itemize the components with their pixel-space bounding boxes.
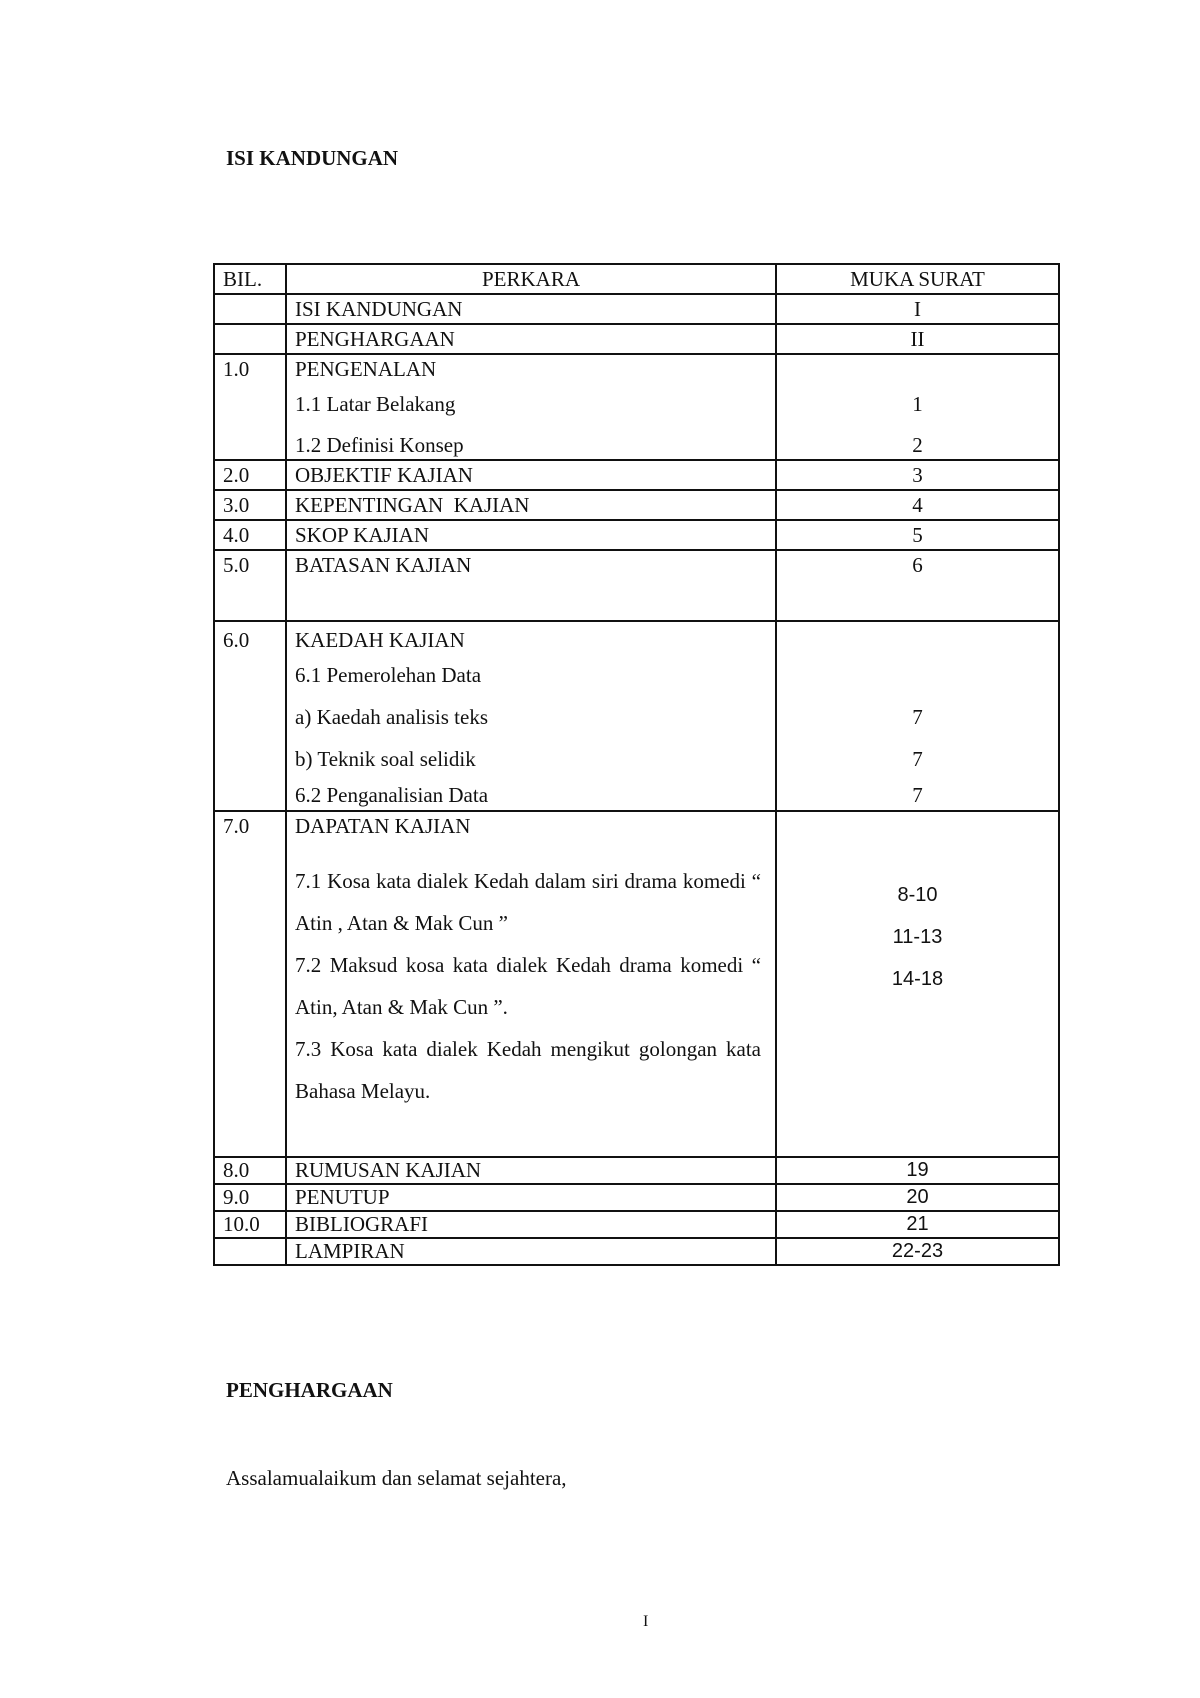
row-bil bbox=[214, 324, 286, 354]
table-row bbox=[214, 520, 1059, 550]
row-bil: 8.0 bbox=[214, 1157, 286, 1184]
row-subitem: 6.1 Pemerolehan Data bbox=[295, 663, 482, 687]
row-bil: 2.0 bbox=[214, 460, 286, 490]
row-page: 7 bbox=[912, 747, 923, 771]
row-perkara: SKOP KAJIAN bbox=[286, 520, 776, 550]
row-page: 8-10 bbox=[897, 884, 938, 906]
row-perkara: BIBLIOGRAFI bbox=[286, 1211, 776, 1238]
table-row bbox=[214, 324, 1059, 354]
row-bil: 9.0 bbox=[214, 1184, 286, 1211]
row-page: 14-18 bbox=[891, 968, 944, 990]
row-perkara: PENUTUP bbox=[286, 1184, 776, 1211]
header-muka-surat: MUKA SURAT bbox=[776, 264, 1059, 294]
row-page: 11-13 bbox=[892, 926, 943, 948]
row-page: I bbox=[776, 294, 1059, 324]
table-row bbox=[214, 354, 1059, 460]
table-row bbox=[214, 1157, 1059, 1184]
row-bil: 10.0 bbox=[214, 1211, 286, 1238]
row-page-group bbox=[776, 621, 1059, 811]
table-row bbox=[214, 294, 1059, 324]
row-page-group bbox=[776, 354, 1059, 460]
row-page: 3 bbox=[776, 460, 1059, 490]
toc-table bbox=[213, 263, 1060, 1266]
row-page: 21 bbox=[776, 1211, 1059, 1238]
toc-heading: ISI KANDUNGAN bbox=[226, 146, 399, 170]
row-subitem: b) Teknik soal selidik bbox=[295, 747, 476, 771]
row-subitem: 7.3 Kosa kata dialek Kedah mengikut golongan kata Bahasa Melayu. bbox=[295, 1037, 761, 1103]
row-subitem: 7.2 Maksud kosa kata dialek Kedah drama komedi “ Atin, Atan & Mak Cun ”. bbox=[295, 953, 761, 1019]
row-perkara-group bbox=[286, 621, 776, 811]
table-row bbox=[214, 490, 1059, 520]
row-page: 5 bbox=[776, 520, 1059, 550]
row-page: 6 bbox=[776, 550, 1059, 621]
row-perkara: RUMUSAN KAJIAN bbox=[286, 1157, 776, 1184]
row-page: 7 bbox=[912, 783, 923, 807]
table-row bbox=[214, 460, 1059, 490]
row-bil: 3.0 bbox=[214, 490, 286, 520]
row-bil bbox=[214, 294, 286, 324]
row-page: 2 bbox=[912, 433, 923, 457]
header-bil: BIL. bbox=[214, 264, 286, 294]
row-subitem: 6.2 Penganalisian Data bbox=[295, 783, 489, 807]
row-perkara-group bbox=[286, 811, 776, 1157]
table-row bbox=[214, 1211, 1059, 1238]
row-perkara: PENGENALAN bbox=[295, 357, 437, 381]
table-header-row bbox=[214, 264, 1059, 294]
row-page: 20 bbox=[776, 1184, 1059, 1211]
row-perkara: KAEDAH KAJIAN bbox=[295, 628, 465, 652]
row-page: 1 bbox=[912, 392, 923, 416]
acknowledgement-greeting: Assalamualaikum dan selamat sejahtera, bbox=[226, 1466, 567, 1490]
row-perkara: PENGHARGAAN bbox=[286, 324, 776, 354]
row-bil: 6.0 bbox=[214, 621, 286, 811]
row-page: 7 bbox=[912, 705, 923, 729]
row-perkara: OBJEKTIF KAJIAN bbox=[286, 460, 776, 490]
row-bil: 1.0 bbox=[214, 354, 286, 460]
row-subitem: a) Kaedah analisis teks bbox=[295, 705, 489, 729]
acknowledgement-heading: PENGHARGAAN bbox=[226, 1378, 393, 1402]
row-perkara: DAPATAN KAJIAN bbox=[295, 814, 471, 838]
row-bil: 5.0 bbox=[214, 550, 286, 621]
table-row bbox=[214, 1184, 1059, 1211]
row-subitem: 7.1 Kosa kata dialek Kedah dalam siri drama komedi “ Atin , Atan & Mak Cun ” bbox=[295, 869, 761, 935]
row-perkara: BATASAN KAJIAN bbox=[286, 550, 776, 621]
row-perkara-group bbox=[286, 354, 776, 460]
row-page: 19 bbox=[776, 1157, 1059, 1184]
row-page: II bbox=[776, 324, 1059, 354]
row-subitem: 1.2 Definisi Konsep bbox=[295, 433, 464, 457]
table-row bbox=[214, 550, 1059, 621]
row-perkara: KEPENTINGAN KAJIAN bbox=[286, 490, 776, 520]
row-page-group bbox=[776, 811, 1059, 1157]
table-row bbox=[214, 811, 1059, 1157]
row-bil: 4.0 bbox=[214, 520, 286, 550]
table-row bbox=[214, 621, 1059, 811]
row-perkara: ISI KANDUNGAN bbox=[286, 294, 776, 324]
row-perkara: LAMPIRAN bbox=[286, 1238, 776, 1265]
row-page: 4 bbox=[776, 490, 1059, 520]
page-number: I bbox=[643, 1613, 649, 1630]
row-bil: 7.0 bbox=[214, 811, 286, 1157]
row-page: 22-23 bbox=[776, 1238, 1059, 1265]
header-perkara: PERKARA bbox=[286, 264, 776, 294]
row-subitem: 1.1 Latar Belakang bbox=[295, 392, 456, 416]
table-row bbox=[214, 1238, 1059, 1265]
row-bil bbox=[214, 1238, 286, 1265]
